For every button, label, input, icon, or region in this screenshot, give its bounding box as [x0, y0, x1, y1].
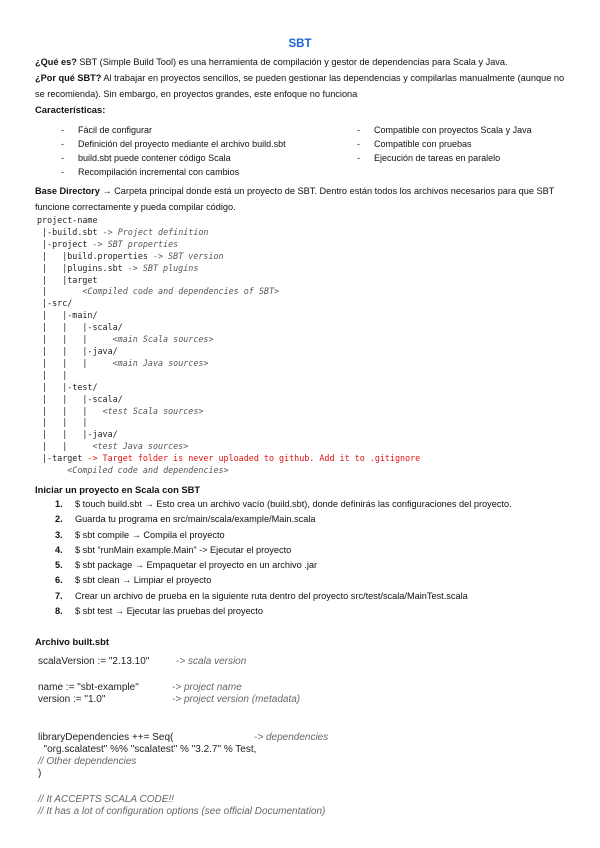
comment-name: -> project name	[172, 682, 242, 693]
tree-path: | | |	[37, 417, 88, 428]
tree-comment: <main Java sources>	[112, 357, 209, 368]
step-text: Guarda tu programa en src/main/scala/example/Main.scala	[75, 514, 316, 525]
tree-path: | |-test/	[37, 381, 98, 392]
tree-path: | | |-java/	[37, 429, 118, 440]
tree-line	[37, 322, 123, 332]
build-line-name	[38, 682, 139, 694]
comment-config-options: // It has a lot of configuration options (see official Documentation)	[38, 806, 326, 817]
feature-item: - Recompilación incremental con cambios	[61, 165, 286, 179]
step-text: $ sbt test → Ejecutar las pruebas del proyecto	[75, 606, 263, 617]
tree-line	[37, 251, 224, 261]
tree-path: |-project	[37, 238, 93, 249]
build-line-options	[38, 806, 325, 818]
what-is-text: SBT (Simple Build Tool) es una herramienta de compilación y gestor de dependencias para Scala y Java.	[76, 57, 508, 67]
tree-line	[37, 441, 188, 451]
what-is-paragraph	[35, 54, 575, 70]
build-line-scalatest	[38, 744, 256, 756]
tree-path: |	[37, 286, 83, 297]
tree-comment: <test Scala sources>	[102, 405, 204, 416]
feature-item: - Compatible con proyectos Scala y Java	[357, 123, 532, 137]
tree-path: project-name	[37, 215, 98, 225]
tree-line	[37, 370, 67, 380]
build-comment-version	[172, 694, 300, 706]
tree-line	[37, 465, 229, 475]
step-text: $ sbt clean → Limpiar el proyecto	[75, 575, 212, 586]
tree-comment: -> Project definition	[102, 226, 209, 237]
tree-path: | |-main/	[37, 310, 98, 321]
step-item	[35, 512, 512, 527]
step-number: 8.	[55, 606, 63, 617]
comment-version: -> project version (metadata)	[172, 694, 301, 705]
build-line-close	[38, 768, 41, 780]
tree-line	[37, 382, 98, 392]
step-text: $ sbt package → Empaquetar el proyecto en un archivo .jar	[75, 560, 318, 571]
tree-comment: -> SBT plugins	[127, 262, 199, 273]
tree-path: | | |-scala/	[37, 322, 123, 333]
tree-line	[37, 346, 118, 356]
tree-comment: <main Scala sources>	[112, 334, 214, 345]
build-file-heading: Archivo built.sbt	[35, 636, 109, 647]
tree-line	[37, 417, 87, 427]
tree-line	[37, 310, 98, 320]
steps-list	[35, 497, 512, 619]
code-version: version := "1.0"	[38, 694, 106, 705]
feature-item: - Fácil de configurar	[61, 123, 286, 137]
tree-line	[37, 358, 208, 368]
tree-warning: -> Target folder is never uploaded to github. Add it to .gitignore	[87, 453, 421, 464]
features-heading: Características:	[35, 104, 106, 115]
step-item	[35, 528, 512, 543]
tree-path: | | |-java/	[37, 345, 118, 356]
why-sbt-label: ¿Por qué SBT?	[35, 73, 102, 83]
page-title: SBT	[288, 38, 312, 50]
comment-accepts-scala: // It ACCEPTS SCALA CODE!!	[38, 794, 174, 805]
tree-line	[37, 215, 98, 225]
step-text: $ sbt “runMain example.Main” -> Ejecutar el proyecto	[75, 544, 292, 555]
tree-comment: <Compiled code and dependencies of SBT>	[82, 286, 280, 297]
base-directory-label: Base Directory	[35, 186, 100, 196]
tree-path: | | |	[37, 357, 113, 368]
tree-path: | |	[37, 441, 93, 452]
tree-line	[37, 275, 98, 285]
step-number: 6.	[55, 575, 63, 586]
feature-item: - Compatible con pruebas	[357, 137, 532, 151]
step-text: $ sbt compile → Compila el proyecto	[75, 529, 225, 540]
comment-deps: -> dependencies	[254, 732, 329, 743]
tree-line	[37, 298, 72, 308]
build-line-scala-version	[38, 656, 149, 668]
tree-comment: <Compiled code and dependencies>	[67, 465, 229, 476]
tree-path: |-src/	[37, 298, 73, 309]
tree-path: | | |-scala/	[37, 393, 123, 404]
code-scalatest: "org.scalatest" %% "scalatest" % "3.2.7" % Test,	[38, 744, 257, 755]
build-line-deps	[38, 732, 173, 744]
step-text: $ touch build.sbt → Esto crea un archivo vacío (build.sbt), donde definirás las configuraciones del proyecto.	[75, 499, 512, 509]
tree-path: |-target	[37, 453, 88, 464]
step-item	[35, 558, 512, 573]
build-comment-scala-version	[176, 656, 246, 668]
comment-scala-version: -> scala version	[176, 656, 247, 667]
base-directory-paragraph	[35, 183, 575, 215]
tree-line	[37, 227, 208, 237]
build-line-version	[38, 694, 105, 706]
tree-path: | |	[37, 369, 68, 380]
code-deps: libraryDependencies ++= Seq(	[38, 732, 174, 743]
tree-path: | | |	[37, 405, 103, 416]
code-close-paren: )	[38, 768, 42, 779]
step-item	[35, 589, 512, 604]
tree-line	[37, 429, 118, 439]
step-item	[35, 543, 512, 558]
directory-tree	[37, 215, 420, 477]
step-number: 7.	[55, 590, 63, 601]
feature-item: - build.sbt puede contener código Scala	[61, 151, 286, 165]
step-text: Crear un archivo de prueba en la siguiente ruta dentro del proyecto src/test/scala/MainTest.scala	[75, 590, 468, 601]
what-is-label: ¿Qué es?	[35, 57, 77, 67]
why-sbt-text: Al trabajar en proyectos sencillos, se pueden gestionar las dependencias y compilarlas manualmente (aunque no se recomienda). Sin embargo, en proyectos grandes, este enfoque no funciona	[35, 73, 565, 99]
build-line-accepts	[38, 794, 174, 806]
tree-line	[37, 453, 420, 463]
tree-path: | | |	[37, 334, 113, 345]
step-item	[35, 497, 512, 512]
tree-path: | |target	[37, 274, 98, 285]
code-scala-version: scalaVersion := "2.13.10"	[38, 656, 150, 667]
tree-line	[37, 239, 178, 249]
build-comment-name	[172, 682, 242, 694]
step-item	[35, 604, 512, 619]
tree-line	[37, 263, 198, 273]
step-item	[35, 573, 512, 588]
tree-path: |-build.sbt	[37, 226, 103, 237]
tree-path: | |build.properties	[37, 250, 153, 261]
feature-item: - Definición del proyecto mediante el archivo build.sbt	[61, 137, 286, 151]
comment-other-deps: // Other dependencies	[38, 756, 137, 767]
tree-comment: -> SBT version	[152, 250, 224, 261]
code-name: name := "sbt-example"	[38, 682, 139, 693]
tree-line	[37, 334, 213, 344]
tree-comment: <test Java sources>	[92, 441, 189, 452]
start-project-heading: Iniciar un proyecto en Scala con SBT	[35, 484, 201, 495]
tree-line	[37, 286, 279, 296]
base-directory-text: → Carpeta principal donde está un proyecto de SBT. Dentro están todos los archivos necesarios para que SBT funcione correctamente y pueda compilar código.	[35, 186, 555, 212]
step-number: 3.	[55, 529, 63, 540]
why-sbt-paragraph	[35, 70, 575, 102]
tree-line	[37, 394, 123, 404]
tree-line	[37, 406, 203, 416]
step-number: 5.	[55, 560, 63, 571]
tree-path	[37, 465, 67, 475]
features-list-right	[357, 123, 532, 165]
features-list-left	[61, 123, 286, 179]
feature-item: - Ejecución de tareas en paralelo	[357, 151, 532, 165]
tree-path: | |plugins.sbt	[37, 262, 128, 273]
build-comment-deps	[254, 732, 328, 744]
build-line-other	[38, 756, 136, 768]
step-number: 2.	[55, 514, 63, 525]
tree-comment: -> SBT properties	[92, 238, 179, 249]
step-number: 4.	[55, 544, 63, 555]
step-number: 1.	[55, 499, 63, 509]
